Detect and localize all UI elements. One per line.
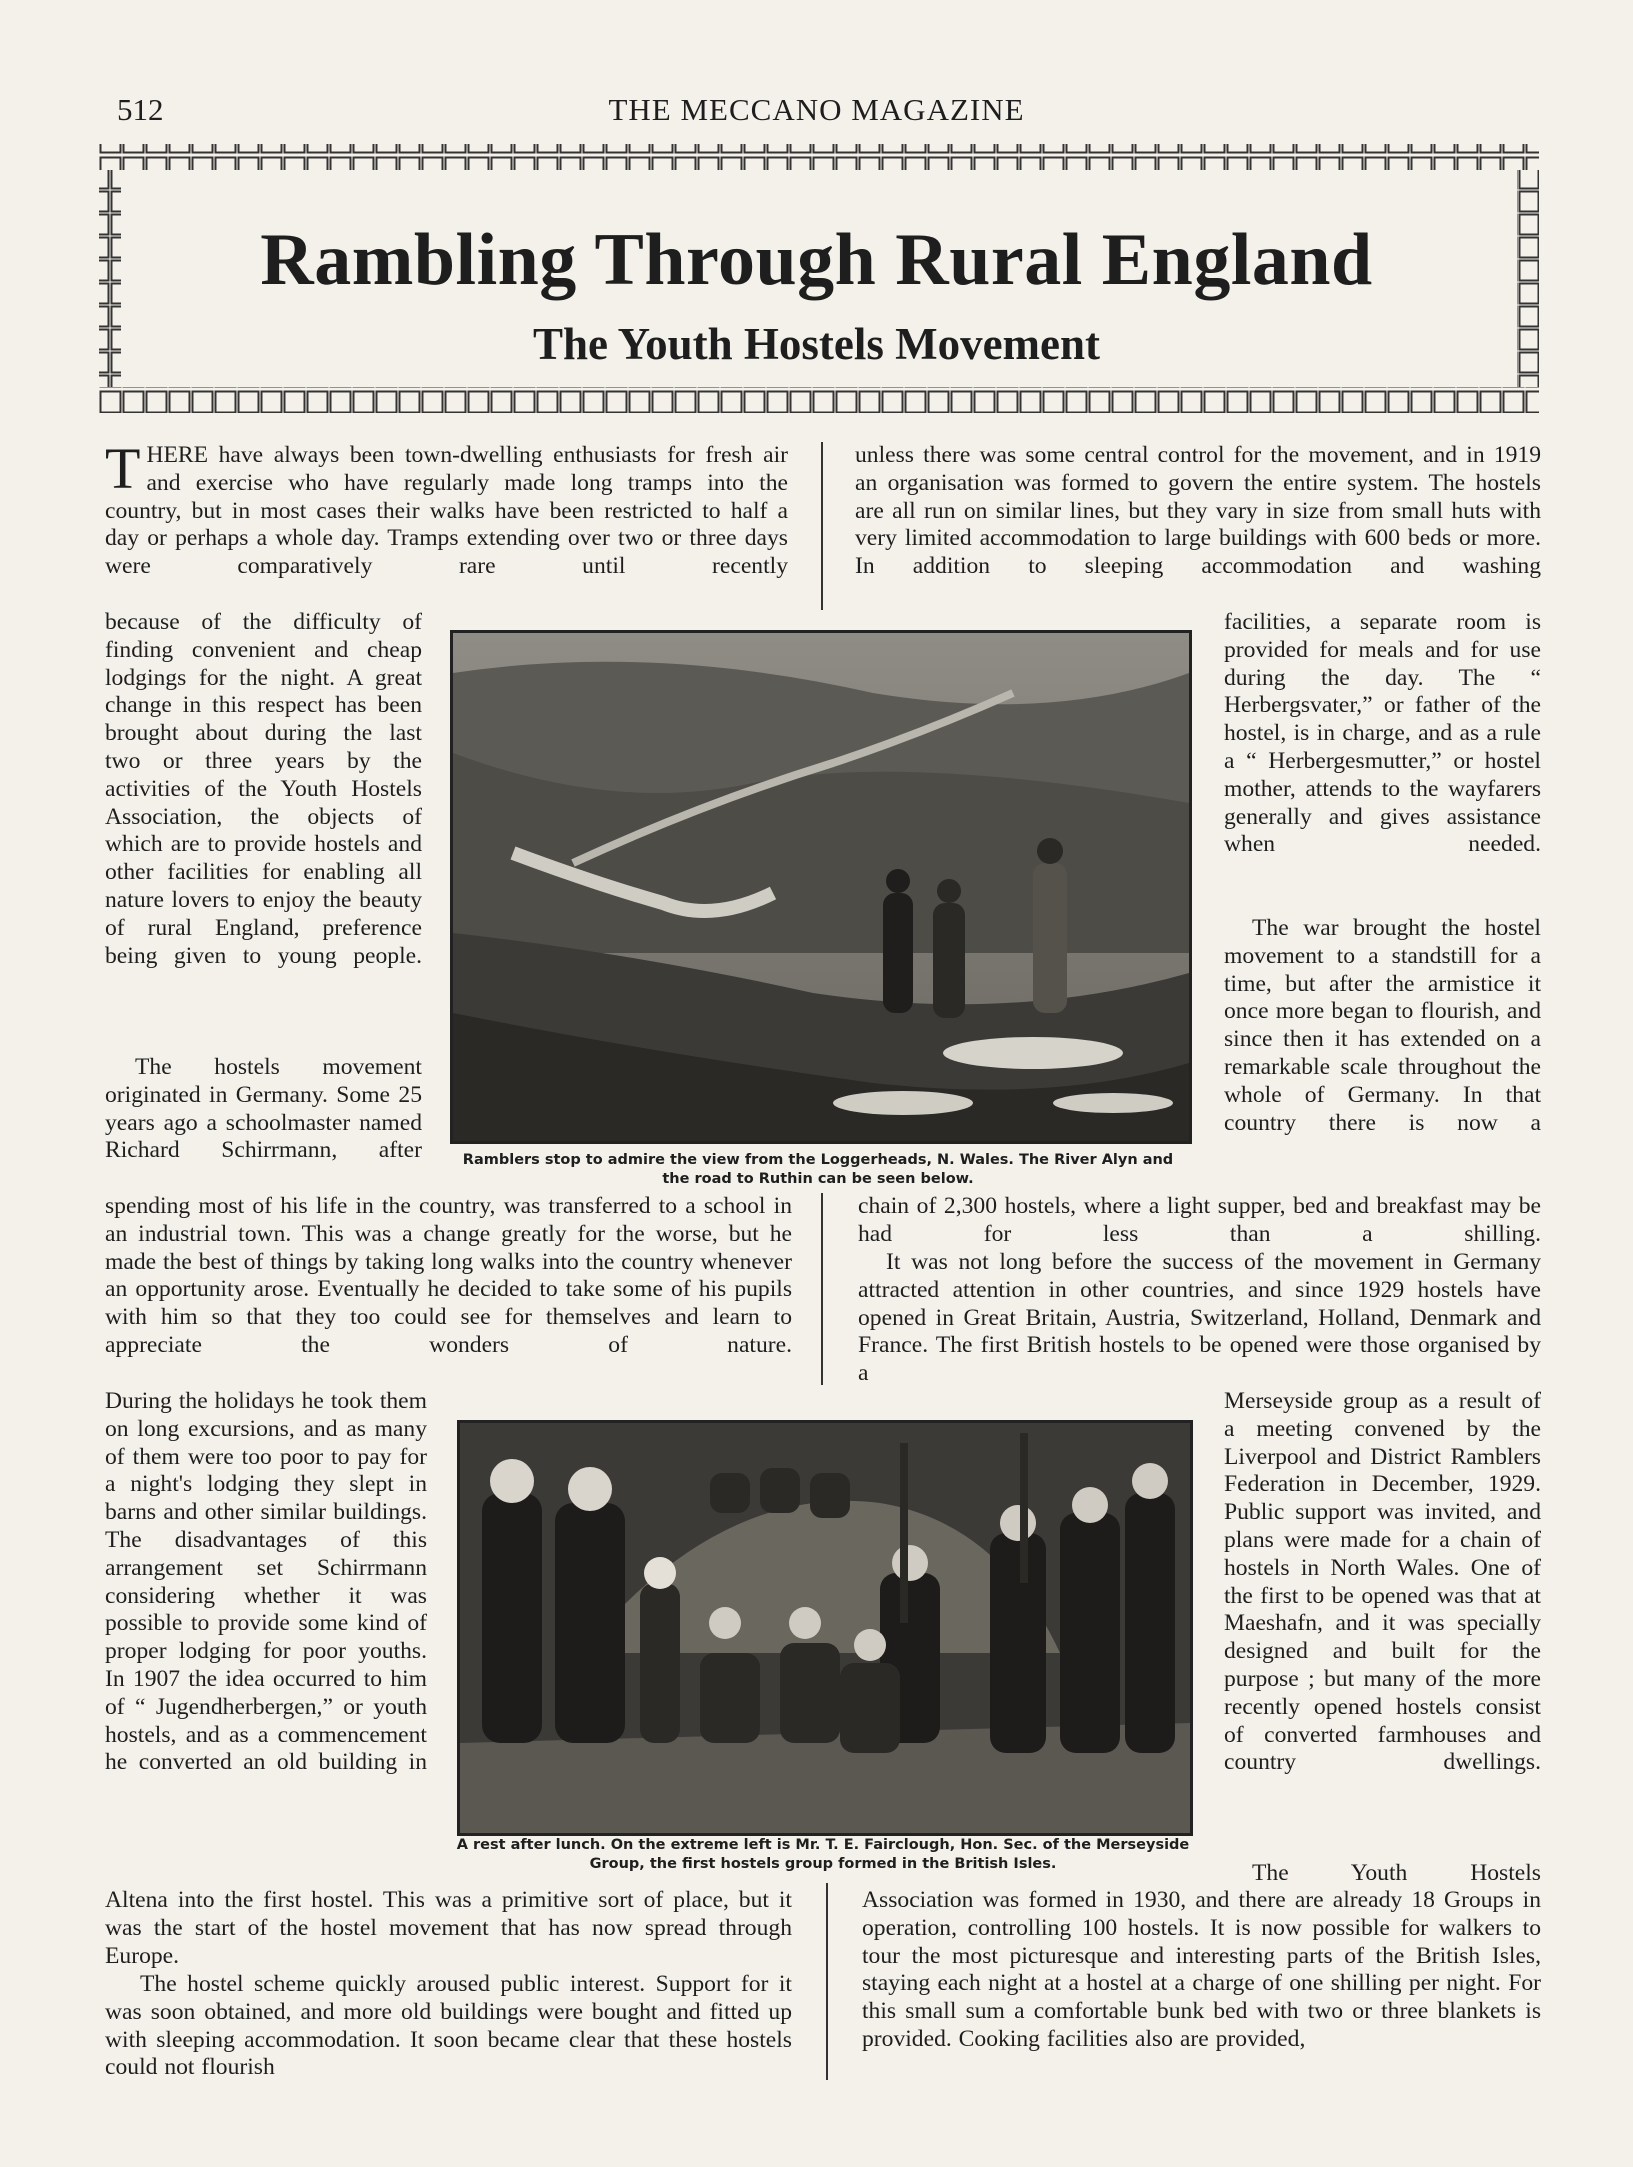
group-caption-line-1: A rest after lunch. On the extreme left is Mr. T. E. Fairclough, Hon. Sec. of the Merseyside [456,1837,1190,1853]
right-wide-paragraph-a [855,442,1541,581]
left-wide-paragraph-b [105,1887,792,1970]
left-wide-text-a: spending most of his life in the country, was transferred to a school in an industrial town. This was a change greatly for the worse, but he made the best of things by taking long walks into the country whenever an opportunity arose. Eventually he decided to take some of his pupils with him so that they too could see for themselves and learn to appreciate the wonders of nature. [105,1193,792,1358]
right-wide-text-b: chain of 2,300 hostels, where a light supper, bed and breakfast may be had for less than a shilling. [858,1193,1541,1247]
group-photo [457,1420,1193,1836]
left-intro-text: HERE have always been town-dwelling enthusiasts for fresh air and exercise who have regularly made long tramps into the country, but in most cases their walks have been restricted to half a day or perhaps a whole day. Tramps extending over two or three days were comparatively rare until recently [105,442,788,580]
right-narrow-text-a: facilities, a separate room is provided for meals and for use during the day. The “ Herbergsvater,” or father of the hostel, is in charge, and as a rule a “ Herbergesmutter,” or hostel mother, attends to the wayfarers generally and gives assistance when needed. [1224,609,1541,858]
right-wide-paragraph-d [862,1887,1541,2054]
right-wide-text-c: It was not long before the success of the movement in Germany attracted attention in other countries, and since 1929 hostels have opened in Great Britain, Austria, Switzerland, Holland, Denmark and France. The first British hostels to be opened were those organised by a [858,1249,1541,1387]
right-wide-text-d: Association was formed in 1930, and there are already 18 Groups in operation, controlling 100 hostels. It is now possible for walkers to tour the most picturesque and interesting parts of the British Isles, staying each night at a hostel at a charge of one shilling per night. For this small sum a comfortable bunk bed with two or three blankets is provided. Cooking facilities also are provided, [862,1887,1541,2052]
left-narrow-paragraph-a [105,609,422,970]
right-narrow-paragraph-d [1224,1860,1541,1888]
right-wide-text-a: unless there was some central control for the movement, and in 1919 an organisation was formed to govern the entire system. The hostels are all run on similar lines, but they vary in size from small huts with very limited accommodation to large buildings with 600 beds or more. In addition to sleeping accommodation and washing [855,442,1541,580]
right-narrow-paragraph-b [1224,915,1541,1137]
left-narrow-text-a: because of the difficulty of finding convenient and cheap lodgings for the night. A great change in this respect has been brought about during the last two or three years by the activities of the Youth Hostels Association, the objects of which are to provide hostels and other facilities for enabling all nature lovers to enjoy the beauty of rural England, preference being given to young people. [105,609,422,969]
left-intro-paragraph [105,436,788,581]
column-rule-bottom [826,1883,828,2080]
left-wide-text-c: The hostel scheme quickly aroused public interest. Support for it was soon obtained, and more old buildings were bought and fitted up with sleeping accommodation. It soon became clear that these hostels could not flourish [105,1971,792,2081]
right-narrow-paragraph-a [1224,609,1541,859]
right-narrow-text-d: The Youth Hostels [1252,1860,1541,1886]
left-wide-text-b: Altena into the first hostel. This was a primitive sort of place, but it was the start of the hostel movement that has now spread through Europe. [105,1887,792,1969]
valley-caption-line-1: Ramblers stop to admire the view from the Loggerheads, N. Wales. The River Alyn and [462,1152,1174,1168]
left-narrow-paragraph-b [105,1054,422,1165]
right-narrow-text-c: Merseyside group as a result of a meeting convened by the Liverpool and District Ramblers Federation in December, 1929. Public support was invited, and plans were made for a chain of hostels in North Wales. One of the first to be opened was that at Maeshafn, and it was specially designed and built for the purpose ; but many of the more recently opened hostels consist of converted farmhouses and country dwellings. [1224,1388,1541,1776]
right-wide-paragraph-b [858,1193,1541,1249]
column-rule-top [821,442,823,610]
left-narrow-text-b: The hostels movement originated in Germany. Some 25 years ago a schoolmaster named Richard Schirrmann, after [105,1054,422,1164]
right-narrow-paragraph-c [1224,1388,1541,1777]
valley-photo-image [453,633,1189,1141]
group-photo-image [460,1423,1190,1833]
valley-caption-line-2: the road to Ruthin can be seen below. [662,1171,974,1187]
left-wide-paragraph-a [105,1193,792,1360]
left-wide-paragraph-c [105,1971,792,2082]
valley-photo [450,630,1192,1144]
right-narrow-text-b: The war brought the hostel movement to a standstill for a time, but after the armistice it once more began to flourish, and since then it has extended on a remarkable scale throughout the whole of Germany. In that country there is now a [1224,915,1541,1136]
magazine-title: THE MECCANO MAGAZINE [608,92,1025,127]
group-photo-caption [450,1836,1196,1874]
article-subtitle: The Youth Hostels Movement [532,319,1101,369]
left-narrow-text-c: During the holidays he took them on long excursions, and as many of them were too poor to pay for a night's lodging they slept in barns and other similar buildings. The disadvantages of this arrangement set Schirrmann considering whether it was possible to provide some kind of proper lodging for poor youths. In 1907 the idea occurred to him of “ Jugendherbergen,” or youth hostels, and as a commencement he converted an old building in [105,1388,427,1776]
column-rule-middle [821,1193,823,1385]
valley-photo-caption [450,1151,1186,1189]
drop-cap: T [105,436,141,501]
right-wide-paragraph-c [858,1249,1541,1388]
article-title: Rambling Through Rural England [260,219,1373,301]
left-narrow-paragraph-c [105,1388,427,1777]
page-number: 512 [117,92,164,127]
group-caption-line-2: Group, the first hostels group formed in the British Isles. [589,1856,1057,1872]
